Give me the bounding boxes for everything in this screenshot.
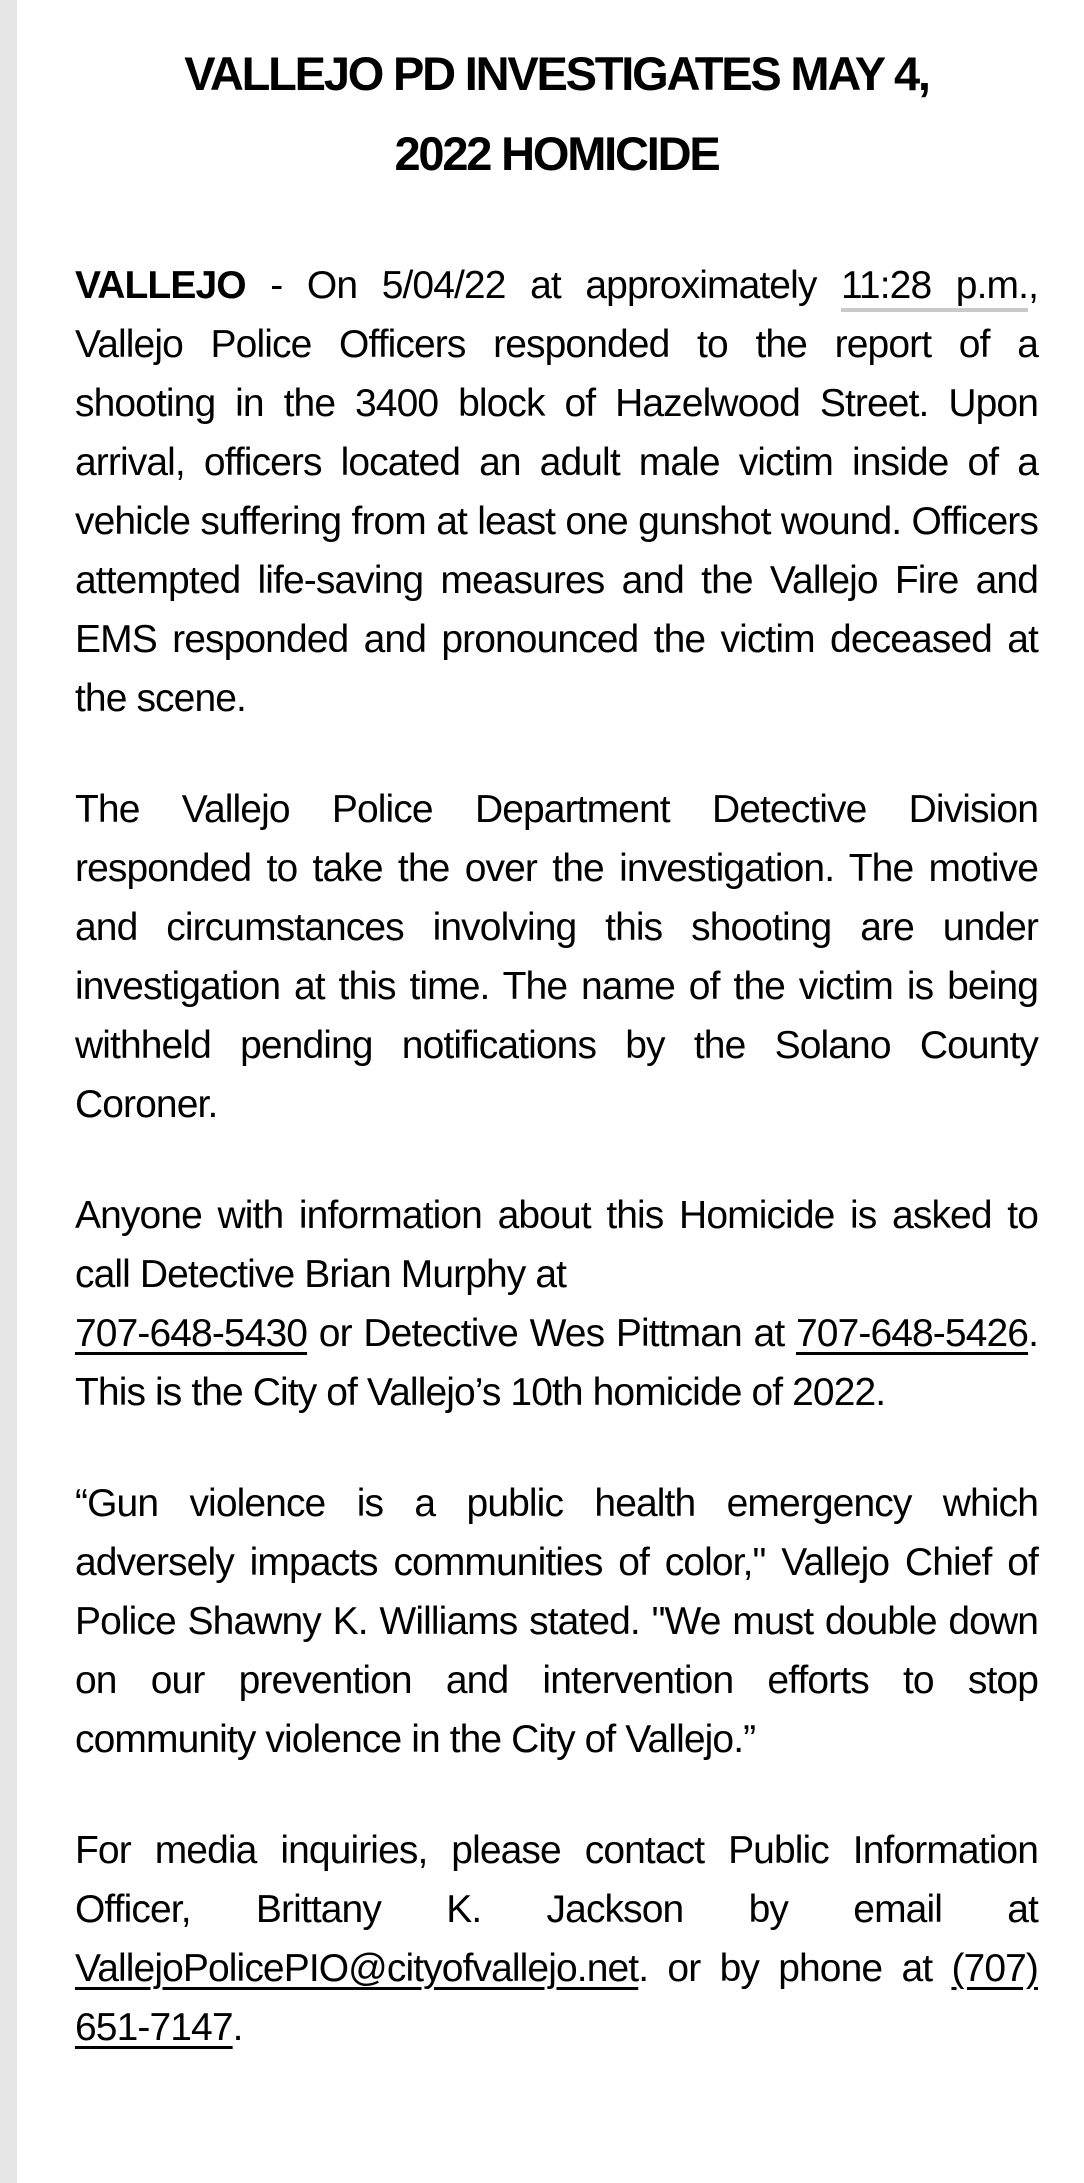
text-segment: . xyxy=(232,2006,243,2049)
phone-link-pio[interactable]: (707) 651-7147 xyxy=(75,1947,1038,2049)
chief-quote: “Gun violence is a public health emergency which adversely impacts communities of color," Vallejo Chief of Police Shawny K. Williams stated. "We must double down on our prevention and intervention efforts to stop community violence in the City of Vallejo.” xyxy=(75,1482,1038,1761)
text-segment: , Vallejo Police Officers responded to the report of a shooting in the 3400 block of Hazelwood Street. Upon arrival, officers located an adult male victim inside of a vehicle suffering from at least one gunshot wound. Officers attempted life-saving measures and the Vallejo Fire and EMS responded and pronounced the victim deceased at the scene. xyxy=(75,264,1038,720)
paragraph xyxy=(75,1474,1038,1769)
email-link-pio[interactable]: VallejoPolicePIO@cityofvallejo.net xyxy=(75,1947,639,1990)
page-title-line-1: VALLEJO PD INVESTIGATES MAY 4, xyxy=(184,47,929,100)
text-segment: . This is the City of Vallejo’s 10th homicide of 2022. xyxy=(75,1312,1038,1414)
text-segment: Anyone with information about this Homicide is asked to call Detective Brian Murphy at xyxy=(75,1194,1038,1296)
paragraph xyxy=(75,256,1038,728)
press-release-document xyxy=(75,0,1038,2057)
time-data-detector-link[interactable]: 11:28 p.m. xyxy=(841,264,1028,312)
city-lead-in: VALLEJO xyxy=(75,264,246,307)
phone-link-murphy[interactable]: 707-648-5430 xyxy=(75,1312,308,1355)
paragraph xyxy=(75,1821,1038,2057)
page-edge-strip xyxy=(0,0,17,2183)
text-segment: . or by phone at xyxy=(638,1947,952,1990)
paragraph xyxy=(75,780,1038,1134)
paragraph xyxy=(75,1186,1038,1422)
text-segment: or Detective Wes Pittman at xyxy=(307,1312,796,1355)
page-title-line-2: 2022 HOMICIDE xyxy=(394,127,719,180)
text-segment: For media inquiries, please contact Public Information Officer, Brittany K. Jackson by email at xyxy=(75,1829,1038,1931)
page-title xyxy=(75,34,1038,194)
phone-link-pittman[interactable]: 707-648-5426 xyxy=(795,1312,1029,1355)
text-segment: - On 5/04/22 at approximately xyxy=(245,264,842,307)
text-segment: The Vallejo Police Department Detective Division responded to take the over the investigation. The motive and circumstances involving this shooting are under investigation at this time. The name of the victim is being withheld pending notifications by the Solano County Coroner. xyxy=(75,788,1038,1126)
article-body xyxy=(75,256,1038,2057)
